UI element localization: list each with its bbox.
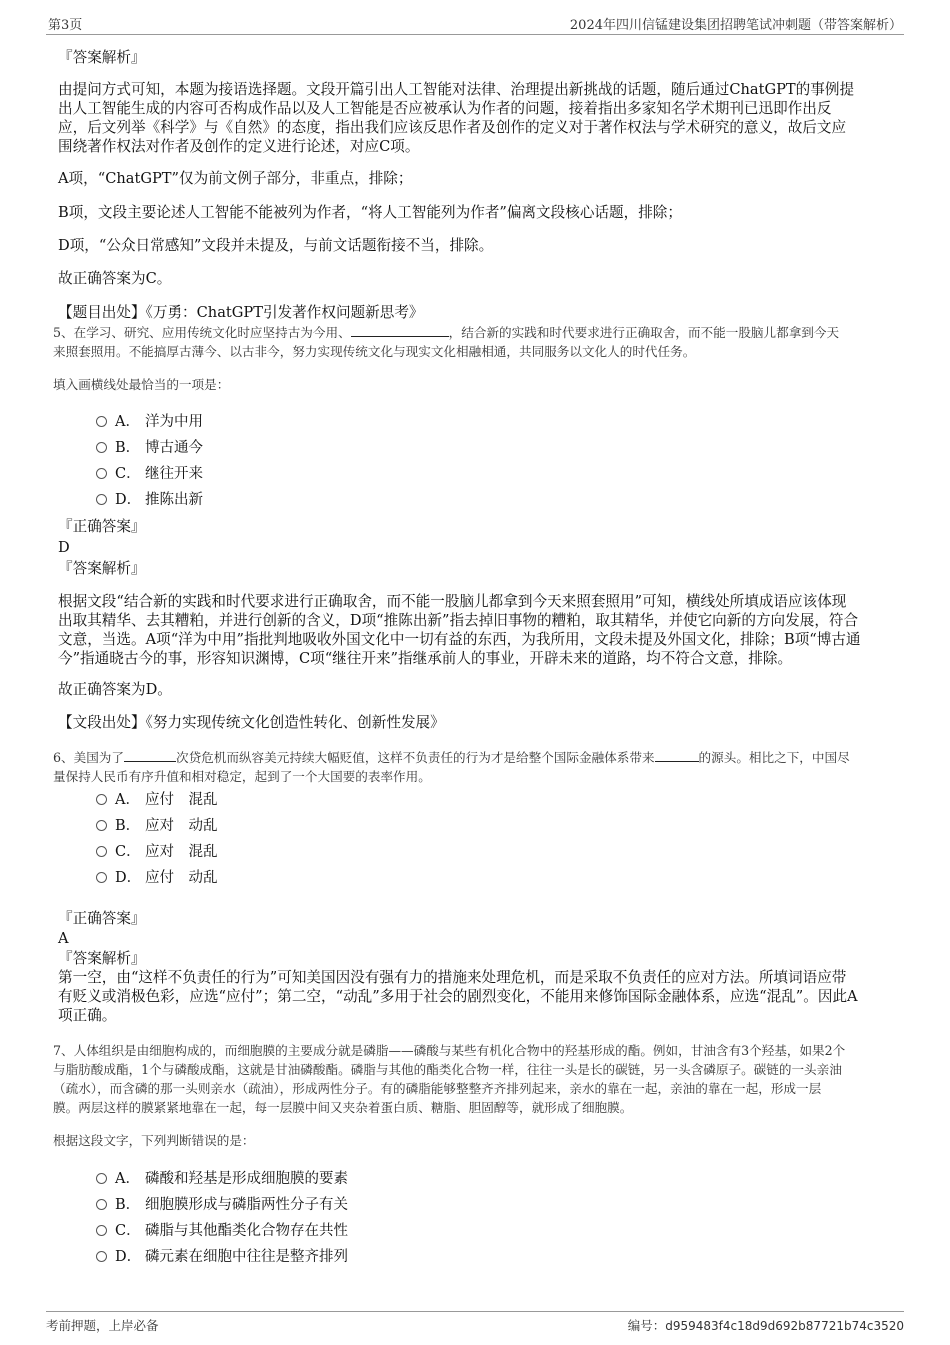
radio-icon[interactable] [96,468,107,479]
q6-analysis-line: 项正确。 [58,1007,117,1024]
footer-slogan: 考前押题，上岸必备 [46,1318,159,1333]
page-footer [46,1311,904,1338]
q4-analysis-text [58,80,890,156]
q7-option-b[interactable]: B． 细胞膜形成与磷脂两性分子有关 [96,1195,348,1215]
q7-stem-line: 膜。两层这样的膜紧紧地靠在一起，每一层膜中间又夹杂着蛋白质、糖脂、胆固醇等，就形成了细胞膜。 [53,1100,633,1115]
radio-icon[interactable] [96,1199,107,1210]
q7-stem-line: 与脂肪酸成酯，1个与磷酸成酯，这就是甘油磷酸酯。磷脂与其他的酯类化合物一样，往往一头是长的碳链，另一头含磷原子。碳链的一头亲油 [53,1062,842,1077]
q6-option-d[interactable]: D． 应付 动乱 [96,868,218,888]
q6-analysis-line: 有贬义或消极色彩，应选“应付”；第二空，“动乱”多用于社会的剧烈变化，不能用来修饰国际金融体系，应选“混乱”。因此A [58,988,858,1005]
code-value: d959483f4c18d9d692b87721b74c3520 [665,1319,904,1333]
q6-stem-line: 量保持人民币有序升值和相对稳定，起到了一个大国要的表率作用。 [53,769,431,784]
page-header [46,10,904,35]
q7-prompt: 根据这段文字，下列判断错误的是： [53,1133,255,1148]
q5-stem-line: 来照套照用。不能搞厚古薄今、以古非今，努力实现传统文化与现实文化相融相通，共同服务以文化人的时代任务。 [53,344,696,359]
q4-note-d: D项，“公众日常感知”文段并未提及，与前文话题衔接不当，排除。 [58,237,494,254]
q6-stem-part: 次贷危机而纵容美元持续大幅贬值，这样不负责任的行为才是给整个国际金融体系带来 [175,750,655,765]
radio-icon[interactable] [96,442,107,453]
q4-analysis-line: 由提问方式可知，本题为接语选择题。文段开篇引出人工智能对法律、治理提出新挑战的话题，随后通过ChatGPT的事例提 [58,81,855,98]
q7-option-c[interactable]: C． 磷脂与其他酯类化合物存在共性 [96,1221,348,1241]
q4-note-b: B项，文段主要论述人工智能不能被列为作者，“将人工智能列为作者”偏离文段核心话题，排除； [58,204,682,221]
q5-stem [53,323,893,361]
q6-stem-part: 6、美国为了 [53,750,124,765]
q4-source: 【题目出处】《万勇：ChatGPT引发著作权问题新思考》 [58,304,424,321]
q7-stem-line: （疏水），而含磷的那一头则亲水（疏油），形成两性分子。有的磷脂能够整整齐齐排列起来，亲水的靠在一起，亲油的靠在一起，形成一层 [53,1081,822,1096]
q6-option-a[interactable]: A． 应付 混乱 [96,790,218,810]
q6-analysis-label: 『答案解析』 [58,950,146,967]
document-title: 2024年四川信锰建设集团招聘笔试冲刺题（带答案解析） [569,18,902,33]
q7-option-a[interactable]: A． 磷酸和羟基是形成细胞膜的要素 [96,1169,348,1189]
q5-option-b[interactable]: B． 博古通今 [96,438,203,458]
q4-analysis-label: 『答案解析』 [58,49,146,66]
q6-analysis-text [58,968,890,1025]
q7-stem [53,1041,893,1117]
fill-blank [655,748,699,762]
q5-analysis-line: 根据文段“结合新的实践和时代要求进行正确取舍，而不能一股脑儿都拿到今天来照套照用”可知，横线处所填成语应该体现 [58,593,847,610]
radio-icon[interactable] [96,846,107,857]
q5-conclusion: 故正确答案为D。 [58,681,172,698]
q5-option-c[interactable]: C． 继往开来 [96,464,203,484]
q5-prompt: 填入画横线处最恰当的一项是： [53,377,230,392]
q6-option-b[interactable]: B． 应对 动乱 [96,816,218,836]
q5-source: 【文段出处】《努力实现传统文化创造性转化、创新性发展》 [58,714,445,731]
q6-stem-part: 的源头。相比之下，中国尽 [698,750,850,765]
fill-blank [351,323,449,337]
q4-conclusion: 故正确答案为C。 [58,270,172,287]
radio-icon[interactable] [96,416,107,427]
q5-option-d[interactable]: D． 推陈出新 [96,490,203,510]
radio-icon[interactable] [96,872,107,883]
radio-icon[interactable] [96,1225,107,1236]
q5-analysis-line: 文意，当选。A项“洋为中用”指批判地吸收外国文化中一切有益的东西，为我所用，文段未提及外国文化，排除；B项“博古通 [58,631,861,648]
q4-note-a: A项，“ChatGPT”仅为前文例子部分，非重点，排除； [58,170,413,187]
q5-stem-part: ，结合新的实践和时代要求进行正确取舍，而不能一股脑儿都拿到今天 [448,325,840,340]
q5-analysis-line: 今”指通晓古今的事，形容知识渊博，C项“继往开来”指继承前人的事业，开辟未来的道路，均不符合文意，排除。 [58,650,793,667]
q6-stem [53,748,893,786]
radio-icon[interactable] [96,1173,107,1184]
q5-analysis-label: 『答案解析』 [58,560,146,577]
q6-option-c[interactable]: C． 应对 混乱 [96,842,218,862]
radio-icon[interactable] [96,1251,107,1262]
fill-blank [124,748,176,762]
page-number: 第3页 [48,18,83,33]
q7-stem-line: 7、人体组织是由细胞构成的，而细胞膜的主要成分就是磷脂——磷酸与某些有机化合物中的羟基形成的酯。例如，甘油含有3个羟基，如果2个 [53,1043,846,1058]
q4-analysis-line: 出人工智能生成的内容可否构成作品以及人工智能是否应被承认为作者的问题，接着指出多家知名学术期刊已迅即作出反 [58,100,832,117]
q7-option-d[interactable]: D． 磷元素在细胞中往往是整齐排列 [96,1247,348,1267]
q5-stem-part: 5、在学习、研究、应用传统文化时应坚持古为今用、 [53,325,351,340]
q5-answer-label: 『正确答案』 [58,518,146,535]
q6-answer-label: 『正确答案』 [58,910,146,927]
q5-analysis-text [58,592,890,668]
radio-icon[interactable] [96,794,107,805]
q6-answer: A [58,930,69,947]
q6-analysis-line: 第一空，由“这样不负责任的行为”可知美国因没有强有力的措施来处理危机，而是采取不负责任的应对方法。所填词语应带 [58,969,847,986]
q5-analysis-line: 出取其精华、去其糟粕，并进行创新的含义，D项“推陈出新”指去掉旧事物的糟粕，取其精华，并使它向新的方向发展，符合 [58,612,859,629]
radio-icon[interactable] [96,494,107,505]
document-code [628,1316,904,1334]
radio-icon[interactable] [96,820,107,831]
q5-answer: D [58,539,70,556]
q4-analysis-line: 围绕著作权法对作者及创作的定义进行论述，对应C项。 [58,138,420,155]
code-label: 编号： [627,1318,666,1333]
q4-analysis-line: 应，后文列举《科学》与《自然》的态度，指出我们应该反思作者及创作的定义对于著作权法与学术研究的意义，故后文应 [58,119,847,136]
q5-option-a[interactable]: A． 洋为中用 [96,412,203,432]
